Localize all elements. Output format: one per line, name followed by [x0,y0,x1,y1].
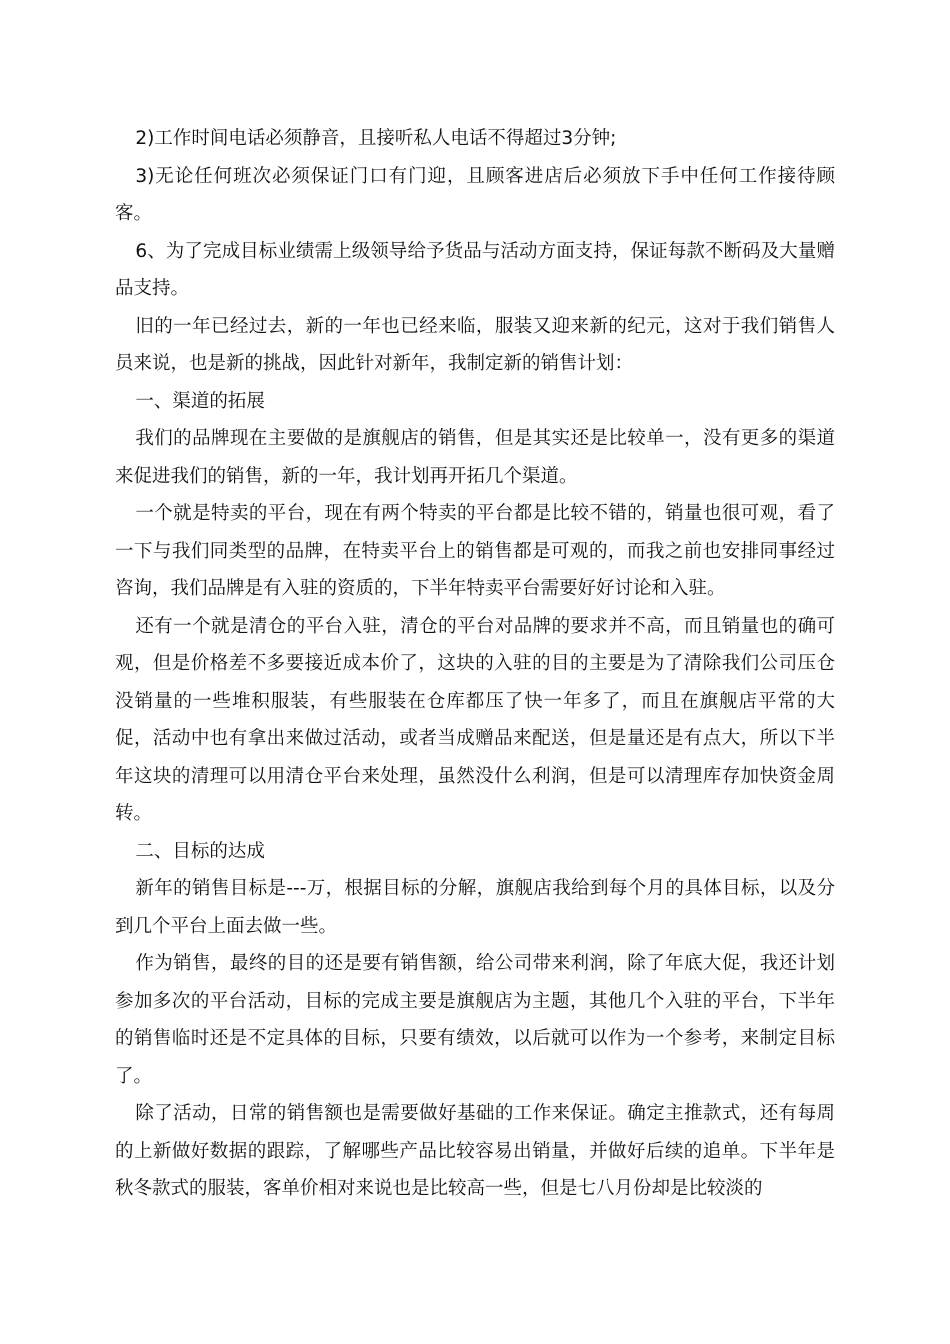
paragraph-flash-sale-platform: 一个就是特卖的平台，现在有两个特卖的平台都是比较不错的，销量也很可观，看了一下与我们同类型的品牌，在特卖平台上的销售都是可观的，而我之前也安排同事经过咨询，我们品牌是有入驻的资质的，下半年特卖平台需要好好讨论和入驻。 [115,503,835,599]
paragraph-clearance-platform: 还有一个就是清仓的平台入驻，清仓的平台对品牌的要求并不高，而且销量也的确可观，但是价格差不多要接近成本价了，这块的入驻的目的主要是为了清除我们公司压仓没销量的一些堆积服装，有些服装在仓库都压了快一年多了，而且在旗舰店平常的大促，活动中也有拿出来做过活动，或者当成赠品来配送，但是量还是有点大，所以下半年这块的清理可以用清仓平台来处理，虽然没什么利润，但是可以清理库存加快资金周转。 [115,615,835,824]
paragraph-daily-sales: 除了活动，日常的销售额也是需要做好基础的工作来保证。确定主推款式，还有每周的上新做好数据的跟踪，了解哪些产品比较容易出销量，并做好后续的追单。下半年是秋冬款式的服装，客单价相对来说也是比较高一些，但是七八月份却是比较淡的 [115,1103,835,1199]
paragraph-new-year-intro: 旧的一年已经过去，新的一年也已经来临，服装又迎来新的纪元，这对于我们销售人员来说，也是新的挑战，因此针对新年，我制定新的销售计划： [115,315,835,374]
paragraph-support-request: 6、为了完成目标业绩需上级领导给予货品与活动方面支持，保证每款不断码及大量赠品支持。 [115,240,835,299]
section-heading-target-achievement: 二、目标的达成 [135,840,265,862]
document-body [115,120,835,1208]
paragraph-sales-purpose: 作为销售，最终的目的还是要有销售额，给公司带来利润，除了年底大促，我还计划参加多次的平台活动，目标的完成主要是旗舰店为主题，其他几个入驻的平台，下半年的销售临时还是不定具体的目标，只要有绩效，以后就可以作为一个参考，来制定目标了。 [115,953,835,1087]
paragraph-phone-rule: 2)工作时间电话必须静音，且接听私人电话不得超过3分钟; [135,128,617,149]
paragraph-current-channels: 我们的品牌现在主要做的是旗舰店的销售，但是其实还是比较单一，没有更多的渠道来促进我们的销售，新的一年，我计划再开拓几个渠道。 [115,428,835,487]
paragraph-sales-target: 新年的销售目标是---万，根据目标的分解，旗舰店我给到每个月的具体目标，以及分到几个平台上面去做一些。 [115,878,835,937]
paragraph-door-greeter-rule: 3)无论任何班次必须保证门口有门迎，且顾客进店后必须放下手中任何工作接待顾客。 [115,165,835,224]
section-heading-channel-expansion: 一、渠道的拓展 [135,390,265,412]
